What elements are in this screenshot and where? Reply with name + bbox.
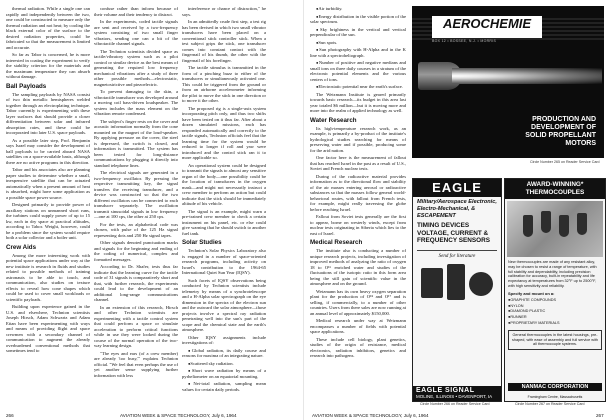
- paragraph: Technion's Solar Physics Laboratory also is engaged in a number of space-oriented research programs, including activity on Israel's contribution to the 1964-65 International Quiet Sun Year (IQSY).: [182, 248, 266, 275]
- article-column-4: [310, 6, 406, 406]
- ad-title: AWARD-WINNING* THERMOCOUPLES: [505, 179, 605, 199]
- ad-product-line: TIMING DEVICES VOLTAGE, CURRENT & FREQUENCY SENSORS: [417, 222, 491, 245]
- nanmac-logo: NANMAC CORPORATION: [508, 383, 602, 391]
- feature-item: ● PROPRIETARY MATERIALS: [508, 321, 602, 326]
- info-box: General thermocouples in the latest housings, pre-shaped, with ease of assembly and full service with all thermocouple systems.: [508, 330, 602, 350]
- bullet-item: ● Short wave radiation by means of a pyrheliometer on an equatorial mounting.: [182, 368, 266, 379]
- paragraph: The tactile stimulus is transmitted in the form of a pinching buzz to either of the transducers or simultaneously activated one. This could be triggered from the ground or from an airborne accelerometer informing the pilot to move the stick in one direction or to move it the other.: [182, 65, 266, 103]
- paragraph: According to Dr. Shafer, tests thus far indicate that the learning curve for the tactile code of 31 signals is comparatively short and that, with further research, the experiments could lead to the development of an additional long-range communications channel.: [94, 264, 178, 302]
- paragraph: Other IQSY assignments include investigations of:: [182, 334, 266, 345]
- headline-line: MOTORS: [565, 140, 596, 147]
- paragraph: Among the more interesting work with potential space applications under way at the new institute is research in fluids and studies related to possible methods of training astronauts to be able to touch, and communication, also studies on texture effects to reveal how cone shapes which could be used to cover small workloads or scientific payloads.: [6, 252, 90, 302]
- paragraph: confuse rather than inform because of their volume and their tendency to distract.: [94, 6, 178, 17]
- bullet-item: ● Sky brightness in the vertical and vertical perpendicular of the sun.: [310, 27, 406, 38]
- paragraph: So far as Tabor is concerned, he is more interested in coating the experiment to verify the stability criterion for the materials and the maximum temperature they can absorb without damage.: [6, 52, 90, 79]
- paragraph: thermal radiation. While a single one can rapidly and independently between the two, one could be constructed to measure only the thermal radiation and not heat; by cooling the black external color of the surface to the desired radiation properties, could be fabricated so that the measurement is limited and accurate.: [6, 6, 90, 50]
- bullet-item: ● Number of positive and negative medians and small ions on three daily courses in a stratum of the electronic potential elements and the various centers of ions.: [310, 60, 406, 82]
- reader-service-note: Circle Number 267 on Reader Service Card: [515, 402, 585, 406]
- bullet-item: ● Electrostatic potential near the earth's surface.: [310, 84, 406, 90]
- paragraph: Designed primarily to provide power of auxiliary stations on unmanned short runs, the turbines could supply power of up to 15 kw, each in dry space at practical altitudes, according to Tabor. Weight, however, could be a problem since the system would require both a solar collector and a boiler unit.: [6, 202, 90, 240]
- article-column-1: [6, 6, 90, 406]
- bullet-item: ● Net-total radiation, sampling mean values for certain daily periods.: [182, 381, 266, 392]
- paragraph: The electrical signals are generated in a two-frequency oscillator. By pressing the respective transmitting key, the signal transfers the receiving transducer, and a device was constructed so that the two different oscillators can be connected to each transducer separately. The oscillation transmit sinusoidal signals in low frequency—one at 100 cps, the other at 250 cps.: [94, 170, 178, 219]
- page-gutter: [303, 0, 304, 420]
- paragraph: To prevent damaging to the skin, a vibrotactile transducer was developed around a moving coil bass-driven loudspeaker. The system includes the mass element on the vibration remote condensed.: [94, 89, 178, 116]
- article-column-3: [182, 6, 266, 406]
- paragraph: The subject's finger rests on the cover and acoustic information normally from the cone mounted on the magnet of the loud-speaker. By applying pressure on the cover, the steel is depressed, the switch is closed, and information is transmitted. The system has been tested for long-distance communications by plugging it directly into standard telephone lines.: [94, 118, 178, 168]
- paragraph: In the experiments, coded tactile signals are sent and received by a two-frequency system consisting of two small finger vibrators, sending one can a bit of the vibrotactile channel signals.: [94, 19, 178, 46]
- section-heading: Medical Research: [310, 239, 363, 246]
- rocket-exhaust-image: [452, 68, 602, 84]
- device-unit: [469, 272, 493, 296]
- nanmac-location: Framingham Centre, Massachusetts: [527, 395, 583, 399]
- footer-brand: EAGLE SIGNAL: [416, 387, 475, 394]
- paragraph: The proposed rig is a single-axis system incorporating pitch only, and thus two shifts have been tested on it thus far. After about a dozen simulated missions, each has responded automatically and correctly to the tactile signals, Technion officials feel that the learning time for the system would be reduced to longer if roll and yaw were introduced and the control stick ran it to more applicable so.: [182, 105, 266, 160]
- advertiser-address: BOX 12 • BOSSEE, N.J. • MORRIS: [432, 39, 497, 43]
- bullet-item: ● Sun photography with H-Alpha and in the K line with a spectroheliograph.: [310, 47, 406, 58]
- page-number-left: 266: [6, 413, 14, 418]
- paragraph: An operational system could be designed to transmit the signals to almost any sensitive organ of the body—one possibility could be the location of transducers in the oxygen mask—and might not necessarily instruct a crew member to perform an action but could indicate that the stick should be immediately altitude of his vehicle.: [182, 162, 266, 206]
- paragraph: In an extension of this research, Hirsch and other Technion scientists are experimenting with a tactile control system that could perform a space or simulate acceleration to perform critical functions while in use they were looked during the course of the normal operation of the two-way learning design.: [94, 304, 178, 348]
- paragraph: The Technion scientists divided space as tactile/vibratory system such as a pilot control or similar device as the best means of generating the required low frequency mechanical vibrations after a study of three other possible methods—electrostatic, magnetostrictive and piezoelectric.: [94, 48, 178, 87]
- eagle-signal-advertisement: [412, 178, 502, 402]
- aerochemie-advertisement: [412, 6, 604, 158]
- thermocouples-photo: [507, 201, 603, 257]
- timing-devices-image: [419, 262, 495, 310]
- section-heading: Solar Studies: [182, 239, 222, 246]
- features-heading: Specify and mount on a:: [508, 290, 555, 296]
- paragraph: The institute also is conducting a number of unique research projects, including investigation of improved methods of analyzing the ratio of oxygen 18 to O¹⁶ enriched water and studies of the fluctuations of the isotopic ratio in this form area being the still gain of scientific value in the atmosphere and on the ground.: [310, 248, 406, 286]
- bullet-item: ● Energy distribution in the visible portion of the solar spectrum.: [310, 14, 406, 25]
- paragraph: Building upon experience gained in the U.S. and elsewhere, Technion scientists Joseph Hirsch, Adam Schwartz and Adam Ettan have been experimenting with ways and means of providing flight and space crewmen with a secondary channel of communication to augment the already overburdened conventional methods that sometimes tend to: [6, 304, 90, 353]
- eagle-brand: EAGLE: [413, 179, 501, 197]
- paragraph: The signal is an example, might warn a pre-trained crew member to check a certain instrument on his panel, etc. or else could give warning that he should switch to another fuel tank.: [182, 208, 266, 236]
- headline-line: PRODUCTION AND: [532, 116, 596, 123]
- paragraph: Tabor and his associates also are planning paper studies to determine whether a small, inexpensive satellite that can be actuated automatically when a present amount of heat is absorbed, might have some application as a possible space power source.: [6, 167, 90, 200]
- paragraph: Fallout from Soviet tests generally are the first to appear, borne on westerly winds, except from nuclear tests originating in Siberia which lies to the east of Israel.: [310, 214, 406, 236]
- paragraph: Medical research under way at Weizmann encompasses a number of fields with potential space applications.: [310, 318, 406, 334]
- footer-location: MOLINE, ILLINOIS • DAVENPORT, IA: [416, 393, 493, 399]
- feature-item: ● RUNNER: [508, 315, 602, 320]
- paragraph: "The eyes and ears (of a crew member) are already 'too busy,'" explains Technion official. "We feel that even perhaps the use of yet another sense supplying further information with less: [94, 350, 178, 378]
- device-unit: [447, 264, 465, 300]
- features-list: [505, 297, 605, 328]
- paragraph: Other signals denoted punctuation marks and signals for the beginning and ending of the coding of numerical, complex and formatted messages.: [94, 240, 178, 262]
- literature-offer: Send for literature: [417, 250, 497, 259]
- magazine-footer-right: AVIATION WEEK & SPACE TECHNOLOGY, July 6, 1964: [312, 413, 429, 418]
- section-heading: Water Research: [310, 116, 357, 124]
- aerochemie-logo: AEROCHEMIE: [432, 16, 542, 38]
- bullet-item: ● Air turbidity.: [310, 6, 406, 12]
- paragraph: The sampling payloads by NASA consist of two thin metallic hemispheres welded together through an electroplating technique. Tabor currently is experimenting with these layer surfaces that should provide a closer differentiation between solar and infrared absorption rates, and these could be incorporated into later U.S. space payloads.: [6, 91, 90, 135]
- paragraph: One factor here is the measurement of fallout that has reached Israel in the past as a result of U.S., Soviet and French nuclear tests.: [310, 155, 406, 171]
- paragraph: These include cell biology, plant genetics, studies of the origin of resistance, medical electronics, radiation inhibitors, genetics and research into pathogens.: [310, 336, 406, 358]
- bullet-item: ● Scattered sky radiation.: [182, 361, 266, 367]
- bullet-item: ● Sun spots.: [310, 40, 406, 46]
- feature-item: ● DIAMOND PLASTIC: [508, 309, 602, 314]
- ad-headline: [412, 116, 596, 148]
- section-heading: Ball Payloads: [6, 82, 47, 90]
- bullet-item: ● Global radiation, its daily course and reasons for maxima of an integrating nature.: [182, 348, 266, 359]
- device-unit: [421, 268, 443, 298]
- article-column-2: [94, 6, 178, 406]
- paragraph: Weizmann has its own heavy oxygen separation plant for the production of O¹⁸ and O¹⁷ and is selling, if commercially, to a number of other countries. Users from there sales are now running at an annual level of approximately $150,000.: [310, 288, 406, 316]
- reader-service-note: Circle Number 265 on Reader Service Card: [530, 160, 600, 164]
- paragraph: In an admittedly crude first step, a test rig has been devised in which two small vibrator transducers have been placed on a conventional stick controller stick. When a test subject grips the stick, one transducer comes into constant contact with the fingernail of his thumb, the other with the fingernail of his forefinger.: [182, 19, 266, 63]
- paragraph: Such facets of IQSY observations being conducted by Technion scientists include telemetry by means of a synchrotelescope and a H-Alpha solar spectrograph on the eye dimension in the spectra of the electron sun and the outward the solar atmosphere—those projects involve a spectral ray radiation penetrating well into the sun's part of the scope and the chemical state and the earth's atmosphere.: [182, 277, 266, 332]
- paragraph: For the tests, an alphabetical code was chosen, with pulse of the 125 Hz signal representing dots and 250 Hz signal tapes.: [94, 221, 178, 238]
- eagle-signal-footer: [413, 386, 501, 401]
- paragraph: During of the radioactive material provides information as to the directional flow and stability of the air masses entering aerosol or radioactive substances so that the masses follow general world-behavioral routes, with fallout from French tests, for example, might really traversing the globe before reaching Israel.: [310, 173, 406, 212]
- paragraph: The Weizmann Institute is geared primarily towards basic research—its budget in this area last year totaled $6 million—but it is moving more and more into the realm of applied technology as well.: [310, 91, 406, 113]
- paragraph: Its high-temperature research work, as an example, is primarily a by-product of the institute's hydrological studies searching for means of preserving water and if possible, producing some for the arid nation.: [310, 125, 406, 153]
- feature-item: ● NYLON: [508, 304, 602, 309]
- feature-item: ● GRAPHITE COMPOUNDS: [508, 298, 602, 303]
- ad-body: New thermocouples are made of any resistant alloy, may be chosen to resist a range of temperature, with full stability and dependability, including precision calibration for accuracy, built-in repeatability and life expectancy at temperatures from 32°F up to 2500°F, with high sensitivity and reliability.: [508, 260, 597, 288]
- headline-line: DEVELOPMENT OF: [531, 124, 596, 131]
- magazine-footer-left: AVIATION WEEK & SPACE TECHNOLOGY, July 6, 1964: [120, 413, 237, 418]
- thermocouples-advertisement: [504, 178, 606, 402]
- section-heading: Crew Aids: [6, 243, 37, 251]
- ad-description: Military/Aerospace Electronic, Electro-Mechanical, & ESCAPEMENT: [417, 199, 497, 219]
- paragraph: As a possible later step, Prof. Benjamin says Israel may consider the development of ball payloads to be carried aboard NASA satellites on a space-available basis, although there are no active programs in this direction.: [6, 137, 90, 165]
- headline-line: SOLID PROPELLANT: [525, 132, 596, 139]
- page-number-right: 267: [596, 413, 604, 418]
- reader-service-note: Circle Number 266 on Reader Service Card: [420, 402, 490, 406]
- paragraph: interference or chance of distraction," he says.: [182, 6, 266, 17]
